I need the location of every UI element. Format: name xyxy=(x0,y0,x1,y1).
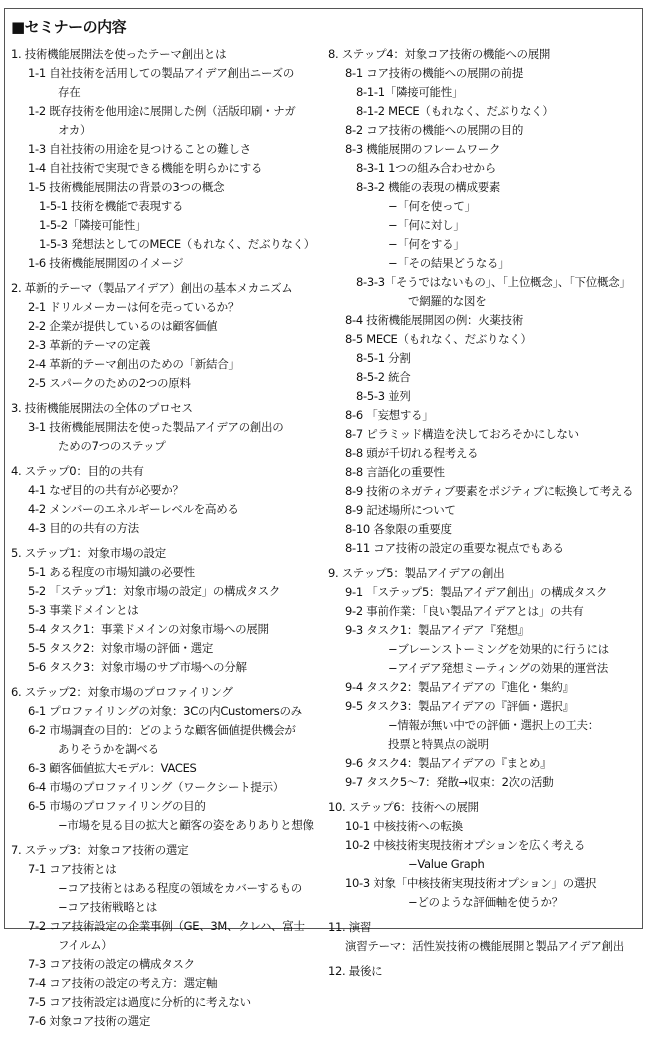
toc-item: 9-1 「ステップ5：製品アイデア創出」の構成タスク xyxy=(345,585,608,599)
toc-item: 8-1 コア技術の機能への展開の前提 xyxy=(345,66,524,80)
toc-item: 1-6 技術機能展開図のイメージ xyxy=(28,256,184,270)
toc-item: 8-5-3 並列 xyxy=(356,389,411,403)
toc-item: 6-4 市場のプロファイリング（ワークシート提示） xyxy=(28,780,284,794)
toc-item: 6-2 市場調査の目的：どのような顧客価値提供機会が xyxy=(28,723,296,737)
toc-item: −Value Graph xyxy=(408,857,485,871)
toc-section xyxy=(328,45,640,558)
toc-item: 5-3 事業ドメインとは xyxy=(28,603,139,617)
toc-item: 8-5-2 統合 xyxy=(356,370,411,384)
toc-section xyxy=(328,962,640,981)
section-heading: 2. 革新的テーマ（製品アイデア）創出の基本メカニズム xyxy=(11,281,293,295)
toc-item: オカ） xyxy=(58,123,92,137)
toc-item: 7-3 コア技術の設定の構成タスク xyxy=(28,957,195,971)
toc-item: 9-6 タスク4：製品アイデアの『まとめ』 xyxy=(345,756,552,770)
toc-section xyxy=(11,544,321,677)
toc-item: 8-3 機能展開のフレームワーク xyxy=(345,142,501,156)
toc-item: −アイデア発想ミーティングの効果的運営法 xyxy=(388,661,608,675)
toc-item: 8-8 頭が千切れる程考える xyxy=(345,446,479,460)
toc-item: −「何をする」 xyxy=(388,237,465,251)
toc-item: 2-4 革新的テーマ創出のための「新結合」 xyxy=(28,357,240,371)
toc-item: 9-7 タスク5〜7：発散→収束：2次の活動 xyxy=(345,775,554,789)
toc-item: 10-2 中核技術実現技術オプションを広く考える xyxy=(345,838,586,852)
toc-item: −コア技術とはある程度の領域をカバーするもの xyxy=(58,881,302,895)
toc-item: 7-2 コア技術設定の企業事例（GE、3M、クレハ、富士 xyxy=(28,919,305,933)
toc-item: 8-4 技術機能展開図の例：火薬技術 xyxy=(345,313,524,327)
section-heading: 11. 演習 xyxy=(328,920,372,934)
toc-item: −コア技術戦略とは xyxy=(58,900,157,914)
toc-section xyxy=(11,399,321,456)
section-heading: 3. 技術機能展開法の全体のプロセス xyxy=(11,401,193,415)
toc-section xyxy=(11,683,321,835)
toc-item: 7-6 対象コア技術の選定 xyxy=(28,1014,151,1028)
toc-item: 8-11 コア技術の設定の重要な視点でもある xyxy=(345,541,564,555)
toc-item: ありそうかを調べる xyxy=(58,742,159,756)
toc-item: −どのような評価軸を使うか？ xyxy=(408,895,563,909)
toc-item: 5-2 「ステップ1：対象市場の設定」の構成タスク xyxy=(28,584,281,598)
toc-item: 4-2 メンバーのエネルギーレベルを高める xyxy=(28,502,239,516)
toc-item: で網羅的な図を xyxy=(408,294,487,308)
toc-section xyxy=(11,279,321,393)
toc-item: 8-3-1 1つの組み合わせから xyxy=(356,161,496,175)
toc-item: 6-1 プロファイリングの対象：3Cの内Customersのみ xyxy=(28,704,302,718)
toc-item: 1-3 自社技術の用途を見つけることの難しさ xyxy=(28,142,251,156)
toc-item: 9-5 タスク3：製品アイデアの『評価・選択』 xyxy=(345,699,574,713)
toc-item: −ブレーンストーミングを効果的に行うには xyxy=(388,642,609,656)
toc-section xyxy=(328,918,640,956)
toc-item: 8-3-2 機能の表現の構成要素 xyxy=(356,180,501,194)
toc-item: 7-1 コア技術とは xyxy=(28,862,117,876)
section-heading: 5. ステップ1：対象市場の設定 xyxy=(11,546,166,560)
toc-item: −「その結果どうなる」 xyxy=(388,256,510,270)
toc-item: 10-3 対象「中核技術実現技術オプション」の選択 xyxy=(345,876,597,890)
section-heading: 9. ステップ5：製品アイデアの創出 xyxy=(328,566,505,580)
section-heading: 7. ステップ3：対象コア技術の選定 xyxy=(11,843,189,857)
toc-item: −市場を見る目の拡大と顧客の姿をありありと想像 xyxy=(58,818,314,832)
section-heading: 1. 技術機能展開法を使ったテーマ創出とは xyxy=(11,47,227,61)
section-heading: 6. ステップ2：対象市場のプロファイリング xyxy=(11,685,233,699)
toc-item: 8-9 技術のネガティブ要素をポジティブに転換して考える xyxy=(345,484,634,498)
section-heading: 8. ステップ4：対象コア技術の機能への展開 xyxy=(328,47,551,61)
toc-item: 演習テーマ：活性炭技術の機能展開と製品アイデア創出 xyxy=(345,939,624,953)
toc-item: 8-5 MECE（もれなく、だぶりなく） xyxy=(345,332,532,346)
toc-item: 5-4 タスク1：事業ドメインの対象市場への展開 xyxy=(28,622,269,636)
toc-item: 5-5 タスク2：対象市場の評価・選定 xyxy=(28,641,214,655)
page-title: ■セミナーの内容 xyxy=(11,18,127,36)
toc-item: 5-6 タスク3：対象市場のサブ市場への分解 xyxy=(28,660,247,674)
toc-item: 8-6 「妄想する」 xyxy=(345,408,434,422)
toc-section xyxy=(11,45,321,273)
toc-item: 8-7 ピラミッド構造を決しておろそかにしない xyxy=(345,427,579,441)
toc-item: 7-5 コア技術設定は過度に分析的に考えない xyxy=(28,995,251,1009)
toc-item: 8-8 言語化の重要性 xyxy=(345,465,445,479)
toc-item: 5-1 ある程度の市場知識の必要性 xyxy=(28,565,195,579)
section-heading: 12. 最後に xyxy=(328,964,383,978)
toc-item: 4-3 目的の共有の方法 xyxy=(28,521,139,535)
toc-item: 2-5 スパークのための2つの原料 xyxy=(28,376,191,390)
toc-item: 8-2 コア技術の機能への展開の目的 xyxy=(345,123,524,137)
toc-item: 8-1-1「隣接可能性」 xyxy=(356,85,464,99)
right-column xyxy=(328,45,640,987)
toc-item: 3-1 技術機能展開法を使った製品アイデアの創出の xyxy=(28,420,284,434)
toc-item: 2-3 革新的テーマの定義 xyxy=(28,338,151,352)
toc-item: 1-5 技術機能展開法の背景の3つの概念 xyxy=(28,180,225,194)
toc-section xyxy=(11,462,321,538)
toc-item: 8-3-3「そうではないもの」、「上位概念」、「下位概念」 xyxy=(356,275,631,289)
toc-item: 4-1 なぜ目的の共有が必要か？ xyxy=(28,483,184,497)
toc-item: 6-5 市場のプロファイリングの目的 xyxy=(28,799,206,813)
toc-item: 9-4 タスク2：製品アイデアの『進化・集約』 xyxy=(345,680,574,694)
toc-item: 8-1-2 MECE（もれなく、だぶりなく） xyxy=(356,104,554,118)
toc-item: 6-3 顧客価値拡大モデル：VACES xyxy=(28,761,197,775)
toc-item: 10-1 中核技術への転換 xyxy=(345,819,463,833)
toc-item: 1-1 自社技術を活用しての製品アイデア創出ニーズの xyxy=(28,66,295,80)
toc-item: −「何に対し」 xyxy=(388,218,465,232)
toc-item: 1-5-3 発想法としてのMECE（もれなく、だぶりなく） xyxy=(39,237,315,251)
toc-item: 1-4 自社技術で実現できる機能を明らかにする xyxy=(28,161,263,175)
toc-item: 7-4 コア技術の設定の考え方：選定軸 xyxy=(28,976,218,990)
section-heading: 10. ステップ6：技術への展開 xyxy=(328,800,479,814)
toc-item: 8-10 各象限の重要度 xyxy=(345,522,452,536)
toc-item: 2-2 企業が提供しているのは顧客価値 xyxy=(28,319,218,333)
toc-section xyxy=(328,798,640,912)
toc-section xyxy=(328,564,640,792)
toc-item: 8-9 記述場所について xyxy=(345,503,456,517)
toc-item: 9-3 タスク1：製品アイデア『発想』 xyxy=(345,623,530,637)
toc-item: 8-5-1 分割 xyxy=(356,351,411,365)
toc-item: 1-2 既存技術を他用途に展開した例（活版印刷・ナガ xyxy=(28,104,296,118)
toc-item: 1-5-2「隣接可能性」 xyxy=(39,218,147,232)
toc-item: ための7つのステップ xyxy=(58,439,166,453)
toc-item: 存在 xyxy=(58,85,81,99)
left-column xyxy=(11,45,321,1037)
toc-item: フイルム） xyxy=(58,938,113,952)
toc-item: −「何を使って」 xyxy=(388,199,476,213)
toc-item: 投票と特異点の説明 xyxy=(388,737,489,751)
toc-item: 2-1 ドリルメーカーは何を売っているか？ xyxy=(28,300,240,314)
toc-item: −情報が無い中での評価・選択上の工夫： xyxy=(388,718,599,732)
toc-item: 1-5-1 技術を機能で表現する xyxy=(39,199,184,213)
toc-item: 9-2 事前作業：「良い製品アイデアとは」の共有 xyxy=(345,604,584,618)
section-heading: 4. ステップ0：目的の共有 xyxy=(11,464,144,478)
toc-section xyxy=(11,841,321,1031)
